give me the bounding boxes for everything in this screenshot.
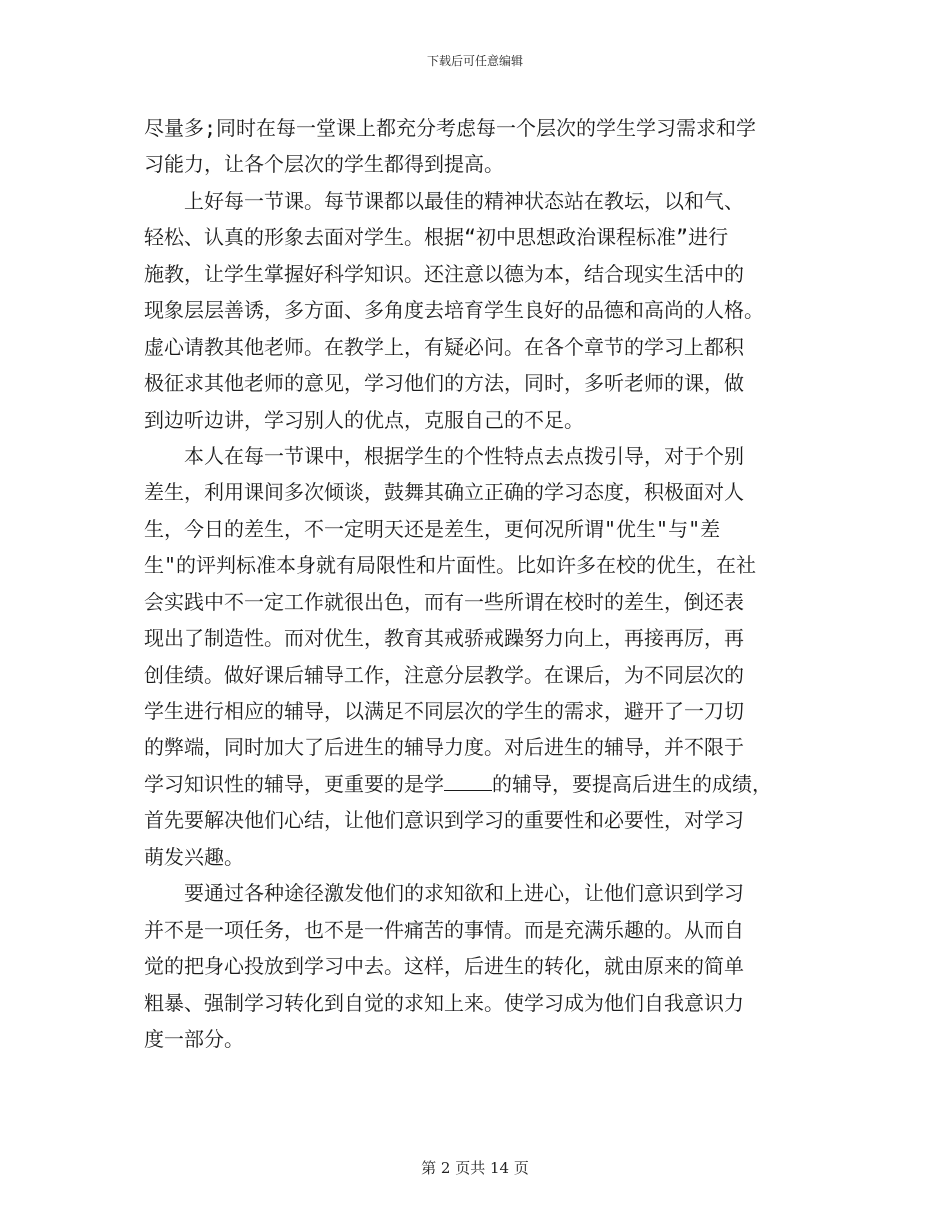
text-line: 本人在每一节课中，根据学生的个性特点去点拨引导，对于个别 xyxy=(144,443,744,468)
text-line: 要通过各种途径激发他们的求知欲和上进心，让他们意识到学习 xyxy=(144,881,744,906)
body-text xyxy=(144,110,812,1057)
text-line: 粗暴、强制学习转化到自觉的求知上来。使学习成为他们自我意识力 xyxy=(144,990,744,1015)
text-line: 学生进行相应的辅导，以满足不同层次的学生的需求，避开了一刀切 xyxy=(144,699,744,723)
text-line: 上好每一节课。每节课都以最佳的精神状态站在教坛，以和气、 xyxy=(144,188,744,213)
text-line: 度一部分。 xyxy=(144,1026,244,1051)
page-footer: 第 2 页共 14 页 xyxy=(421,1159,529,1177)
text-segment: 的辅导，要提高后进生的成绩， xyxy=(492,771,772,796)
text-line: 首先要解决他们心结，让他们意识到学习的重要性和必要性，对学习 xyxy=(144,808,744,833)
text-line: 并不是一项任务，也不是一件痛苦的事情。而是充满乐趣的。从而自 xyxy=(144,917,744,942)
text-line: 现象层层善诱，多方面、多角度去培育学生良好的品德和高尚的人格。 xyxy=(144,298,764,323)
page-header: 下载后可任意编辑 xyxy=(426,54,523,68)
text-line: 会实践中不一定工作就很出色，而有一些所谓在校时的差生，倒还表 xyxy=(144,589,744,614)
text-line: 极征求其他老师的意见，学习他们的方法，同时，多听老师的课，做 xyxy=(144,371,744,396)
fill-in-blank xyxy=(444,768,492,791)
text-line: 差生，利用课间多次倾谈，鼓舞其确立正确的学习态度，积极面对人 xyxy=(144,480,744,505)
text-line: 创佳绩。做好课后辅导工作，注意分层教学。在课后，为不同层次的 xyxy=(144,662,744,687)
text-line: 觉的把身心投放到学习中去。这样，后进生的转化，就由原来的简单 xyxy=(144,954,744,979)
text-line: 生"的评判标准本身就有局限性和片面性。比如许多在校的优生，在社 xyxy=(144,553,757,578)
text-line: 生，今日的差生，不一定明天还是差生，更何况所谓"优生"与"差 xyxy=(144,516,721,541)
text-line: 轻松、认真的形象去面对学生。根据“初中思想政治课程标准”进行 xyxy=(144,225,729,250)
text-line: 现出了制造性。而对优生，教育其戒骄戒躁努力向上，再接再厉，再 xyxy=(144,626,744,651)
text-line: 习能力，让各个层次的学生都得到提高。 xyxy=(144,152,504,177)
text-line: 尽量多;同时在每一堂课上都充分考虑每一个层次的学生学习需求和学 xyxy=(144,116,757,140)
text-segment: 学习知识性的辅导，更重要的是学 xyxy=(144,771,444,796)
text-line-with-blank xyxy=(144,766,812,802)
text-line: 萌发兴趣。 xyxy=(144,844,244,869)
text-line: 施教，让学生掌握好科学知识。还注意以德为本，结合现实生活中的 xyxy=(144,261,744,286)
text-line: 到边听边讲，学习别人的优点，克服自己的不足。 xyxy=(144,407,584,432)
text-line: 的弊端，同时加大了后进生的辅导力度。对后进生的辅导，并不限于 xyxy=(144,735,744,760)
text-line: 虚心请教其他老师。在教学上，有疑必问。在各个章节的学习上都积 xyxy=(144,334,744,359)
